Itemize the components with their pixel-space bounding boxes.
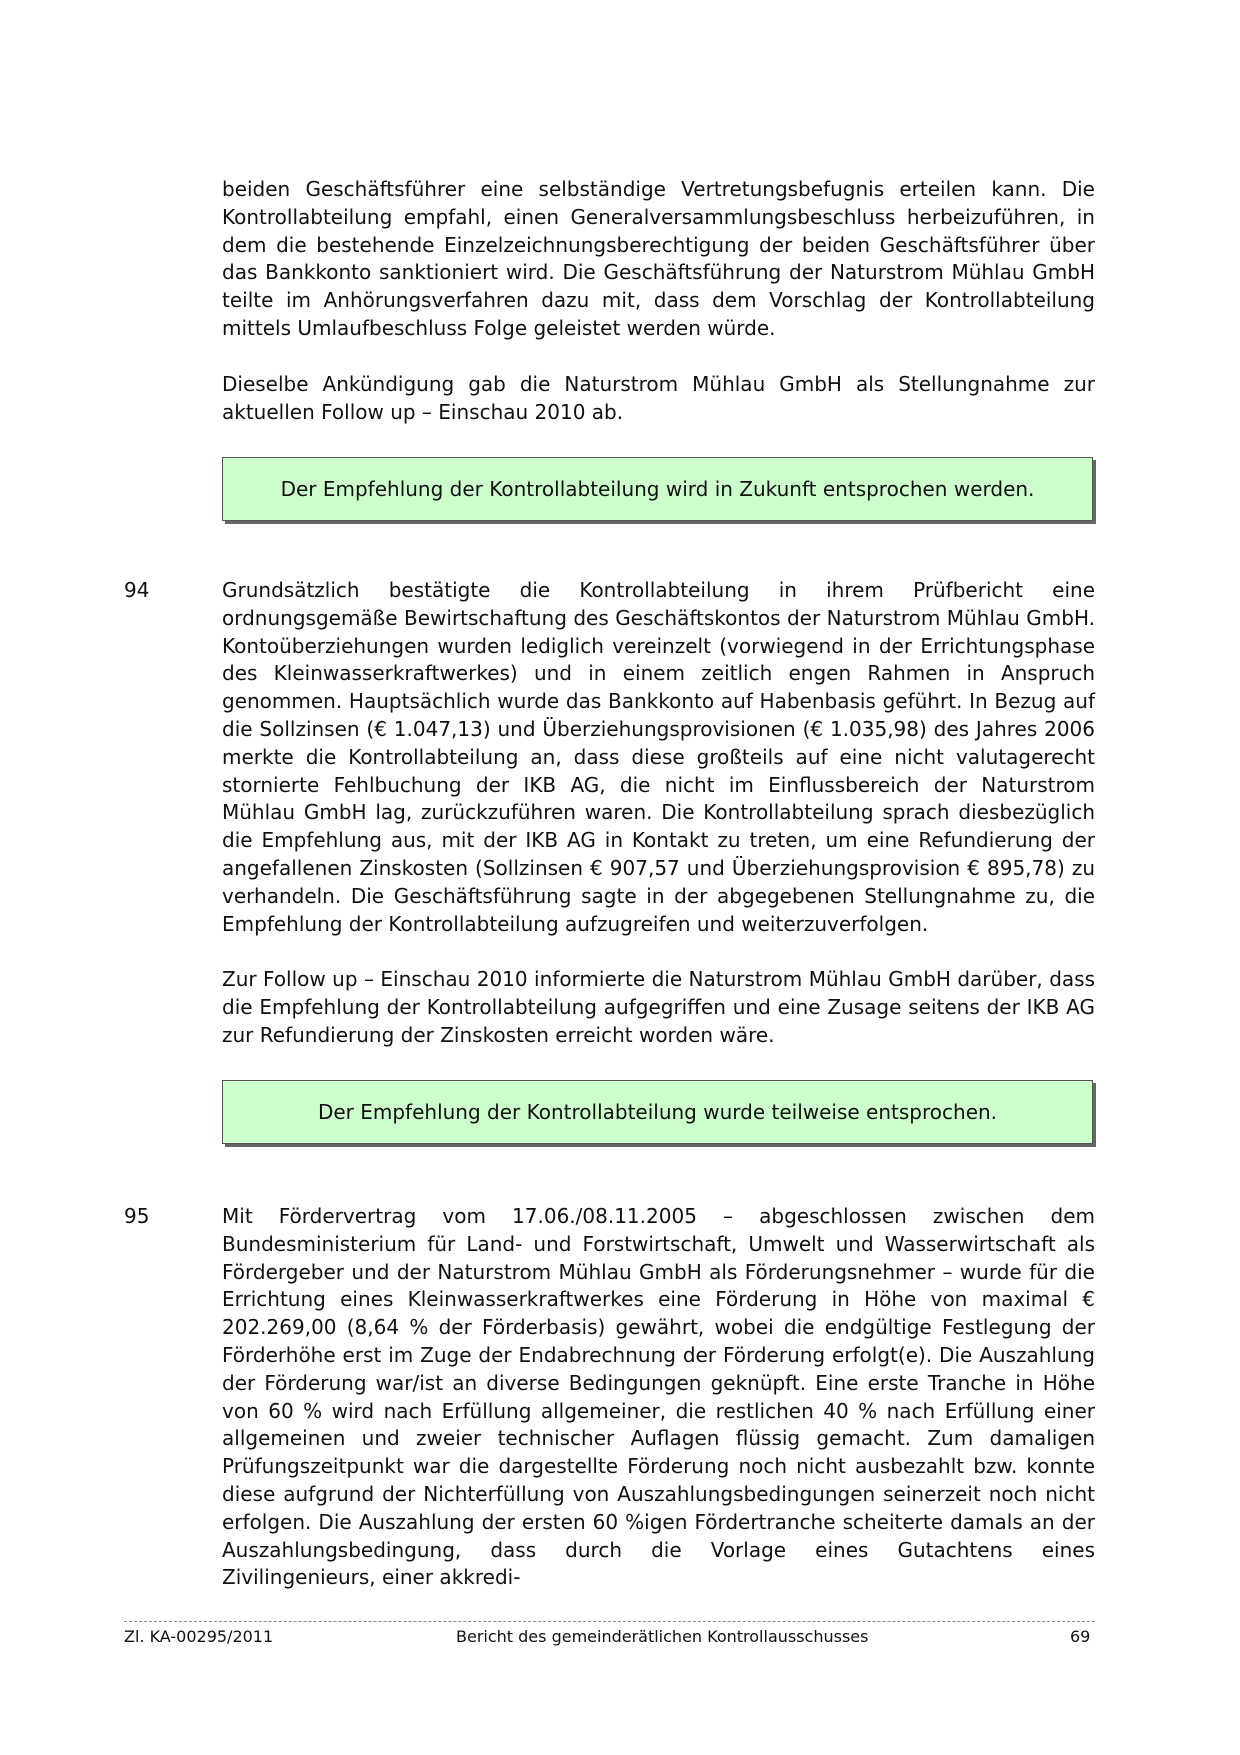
- footer-reference: Zl. KA-00295/2011: [124, 1627, 274, 1646]
- recommendation-text-1: Der Empfehlung der Kontrollabteilung wird in Zukunft entsprochen werden.: [280, 477, 1035, 501]
- section-94-paragraph-2: Zur Follow up – Einschau 2010 informierte die Naturstrom Mühlau GmbH darüber, dass die Empfehlung der Kontrollabteilung aufgegriffen und eine Zusage seitens der IKB AG zur Refundierung der Zinskosten erreicht worden wäre.: [222, 967, 1095, 1047]
- intro-paragraph-2: Dieselbe Ankündigung gab die Naturstrom Mühlau GmbH als Stellungnahme zur aktuellen Follow up – Einschau 2010 ab.: [222, 372, 1095, 424]
- page-number: 69: [1070, 1627, 1091, 1646]
- recommendation-text-2: Der Empfehlung der Kontrollabteilung wurde teilweise entsprochen.: [317, 1100, 998, 1124]
- recommendation-box-1: [222, 457, 1093, 521]
- paragraph-number-95: 95: [124, 1204, 150, 1228]
- footer-title: Bericht des gemeinderätlichen Kontrollausschusses: [456, 1627, 869, 1646]
- section-95-paragraph-1: Mit Fördervertrag vom 17.06./08.11.2005 – abgeschlossen zwischen dem Bundesministerium für Land- und Forstwirtschaft, Umwelt und Wasserwirtschaft als Fördergeber und der Naturstrom Mühlau GmbH als Förderungsnehmer – wurde für die Errichtung eines Kleinwasserkraftwerkes eine Förderung in Höhe von maximal € 202.269,00 (8,64 % der Förderbasis) gewährt, wobei die endgültige Festlegung der Förderhöhe erst im Zuge der Endabrechnung der Förderung erfolgt(e). Die Auszahlung der Förderung war/ist an diverse Bedingungen geknüpft. Eine erste Tranche in Höhe von 60 % wird nach Erfüllung allgemeiner, die restlichen 40 % nach Erfüllung einer allgemeinen und zweier technischer Auflagen flüssig gemacht. Zum damaligen Prüfungszeitpunkt war die dargestellte Förderung noch nicht ausbezahlt bzw. konnte diese aufgrund der Nichterfüllung von Auszahlungsbedingungen seinerzeit noch nicht erfolgen. Die Auszahlung der ersten 60 %igen Fördertranche scheiterte damals an der Auszahlungsbedingung, dass durch die Vorlage eines Gutachtens eines Zivilingenieurs, einer akkredi-: [222, 1204, 1095, 1590]
- paragraph-number-94: 94: [124, 578, 150, 602]
- section-94-paragraph-1: Grundsätzlich bestätigte die Kontrollabteilung in ihrem Prüfbericht eine ordnungsgemäße Bewirtschaftung des Geschäftskontos der Naturstrom Mühlau GmbH. Kontoüberziehungen wurden lediglich vereinzelt (vorwiegend in der Errichtungsphase des Kleinwasserkraftwerkes) und in einem zeitlich engen Rahmen in Anspruch genommen. Hauptsächlich wurde das Bankkonto auf Habenbasis geführt. In Bezug auf die Sollzinsen (€ 1.047,13) und Überziehungsprovisionen (€ 1.035,98) des Jahres 2006 merkte die Kontrollabteilung an, dass diese großteils auf eine nicht valutagerecht stornierte Fehlbuchung der IKB AG, die nicht im Einflussbereich der Naturstrom Mühlau GmbH lag, zurückzuführen waren. Die Kontrollabteilung sprach diesbezüglich die Empfehlung aus, mit der IKB AG in Kontakt zu treten, um eine Refundierung der angefallenen Zinskosten (Sollzinsen € 907,57 und Überziehungsprovision € 895,78) zu verhandeln. Die Geschäftsführung sagte in der abgegebenen Stellungnahme zu, die Empfehlung der Kontrollabteilung aufzugreifen und weiterzuverfolgen.: [222, 578, 1095, 936]
- intro-paragraph-1: beiden Geschäftsführer eine selbständige Vertretungsbefugnis erteilen kann. Die Kontrollabteilung empfahl, einen Generalversammlungsbeschluss herbeizuführen, in dem die bestehende Einzelzeichnungsberechtigung der beiden Geschäftsführer über das Bankkonto sanktioniert wird. Die Geschäftsführung der Naturstrom Mühlau GmbH teilte im Anhörungsverfahren dazu mit, dass dem Vorschlag der Kontrollabteilung mittels Umlaufbeschluss Folge geleistet werden würde.: [222, 177, 1095, 340]
- footer-divider: [124, 1621, 1095, 1622]
- recommendation-box-2: [222, 1080, 1093, 1144]
